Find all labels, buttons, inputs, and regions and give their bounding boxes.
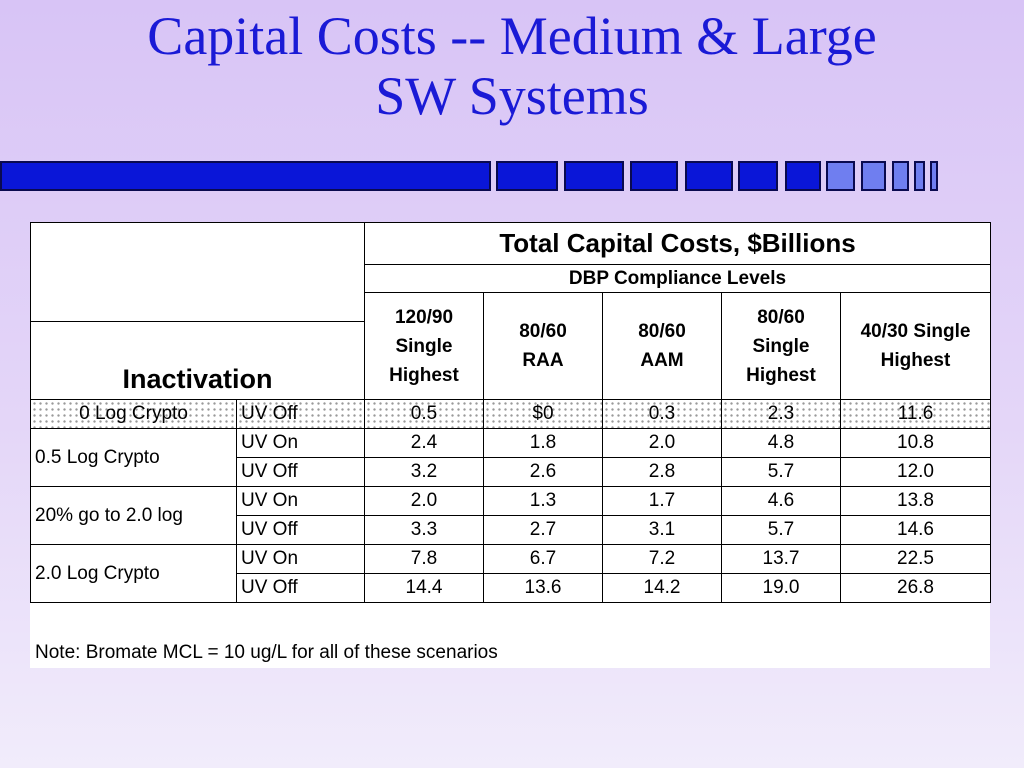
slide-title (0, 6, 1024, 126)
cost-value: 14.4 (365, 574, 484, 603)
table-row (31, 487, 991, 516)
dbp-compliance-header: DBP Compliance Levels (365, 265, 991, 293)
uv-setting: UV On (237, 429, 365, 458)
top-left-blank-cell (31, 223, 365, 322)
cost-value: 1.7 (603, 487, 722, 516)
cost-value: 2.0 (365, 487, 484, 516)
table-panel (30, 222, 990, 668)
cost-value: 13.8 (841, 487, 991, 516)
column-header-line: Highest (880, 350, 951, 371)
cost-value: 3.3 (365, 516, 484, 545)
column-header-line: RAA (522, 350, 564, 371)
scenario-label: 20% go to 2.0 log (31, 487, 237, 545)
table-row (31, 429, 991, 458)
cost-value: 0.5 (365, 400, 484, 429)
cost-value: 4.8 (722, 429, 841, 458)
cost-value: 2.0 (603, 429, 722, 458)
column-header (603, 293, 722, 400)
bar-segment (738, 161, 778, 191)
bar-segment (564, 161, 624, 191)
column-header-line: AAM (640, 350, 684, 371)
cost-value: 12.0 (841, 458, 991, 487)
cost-value: 2.3 (722, 400, 841, 429)
cost-value: 2.8 (603, 458, 722, 487)
cost-value: 14.2 (603, 574, 722, 603)
column-header-line: 120/90 (394, 306, 454, 328)
column-header-line: Single (752, 335, 810, 357)
cost-value: 13.7 (722, 545, 841, 574)
bar-segment (930, 161, 938, 191)
cost-value: 3.2 (365, 458, 484, 487)
cost-value: 14.6 (841, 516, 991, 545)
cost-value: 10.8 (841, 429, 991, 458)
bar-segment (0, 161, 491, 191)
column-header-line: 80/60 (757, 306, 805, 328)
column-header-line: Highest (389, 364, 459, 386)
column-header (722, 293, 841, 400)
uv-setting: UV Off (237, 400, 365, 429)
column-header (365, 293, 484, 400)
scenario-label: 2.0 Log Crypto (31, 545, 237, 603)
cost-value: 7.8 (365, 545, 484, 574)
bar-segment (630, 161, 678, 191)
bar-segment (785, 161, 821, 191)
total-capital-costs-header: Total Capital Costs, $Billions (365, 223, 991, 265)
cost-value: 0.3 (603, 400, 722, 429)
bar-segment (892, 161, 909, 191)
cost-value: 22.5 (841, 545, 991, 574)
uv-setting: UV On (237, 487, 365, 516)
cost-value: 5.7 (722, 516, 841, 545)
column-header (484, 293, 603, 400)
cost-value: 19.0 (722, 574, 841, 603)
column-header-line: 40/30 Single (860, 321, 971, 342)
cost-value: 2.4 (365, 429, 484, 458)
cost-value: 26.8 (841, 574, 991, 603)
uv-setting: UV Off (237, 574, 365, 603)
cost-value: 13.6 (484, 574, 603, 603)
inactivation-header: Inactivation (31, 322, 365, 400)
slide-title-line-1: Capital Costs -- Medium & Large (147, 6, 877, 66)
cost-value: 2.7 (484, 516, 603, 545)
table-row (31, 400, 991, 429)
cost-value: 5.7 (722, 458, 841, 487)
uv-setting: UV Off (237, 516, 365, 545)
column-header-line: 80/60 (519, 321, 567, 342)
cost-value: 4.6 (722, 487, 841, 516)
cost-value: 7.2 (603, 545, 722, 574)
bar-segment (496, 161, 558, 191)
bromate-note: Note: Bromate MCL = 10 ug/L for all of these scenarios (35, 642, 498, 663)
uv-setting: UV Off (237, 458, 365, 487)
scenario-label: 0.5 Log Crypto (31, 429, 237, 487)
cost-value: 2.6 (484, 458, 603, 487)
column-header-line: Single (395, 335, 453, 357)
bar-segment (914, 161, 925, 191)
bar-segment (861, 161, 886, 191)
capital-costs-table (30, 222, 991, 603)
cost-value: 3.1 (603, 516, 722, 545)
column-header (841, 293, 991, 400)
scenario-label: 0 Log Crypto (31, 400, 237, 429)
cost-value: $0 (484, 400, 603, 429)
decorative-block-bar (0, 161, 1024, 195)
column-header-line: 80/60 (638, 321, 686, 342)
table-row (31, 545, 991, 574)
cost-value: 1.3 (484, 487, 603, 516)
cost-value: 11.6 (841, 400, 991, 429)
uv-setting: UV On (237, 545, 365, 574)
column-header-line: Highest (746, 364, 816, 386)
bar-segment (826, 161, 855, 191)
slide-title-line-2: SW Systems (375, 66, 649, 126)
bar-segment (685, 161, 733, 191)
cost-value: 1.8 (484, 429, 603, 458)
cost-value: 6.7 (484, 545, 603, 574)
